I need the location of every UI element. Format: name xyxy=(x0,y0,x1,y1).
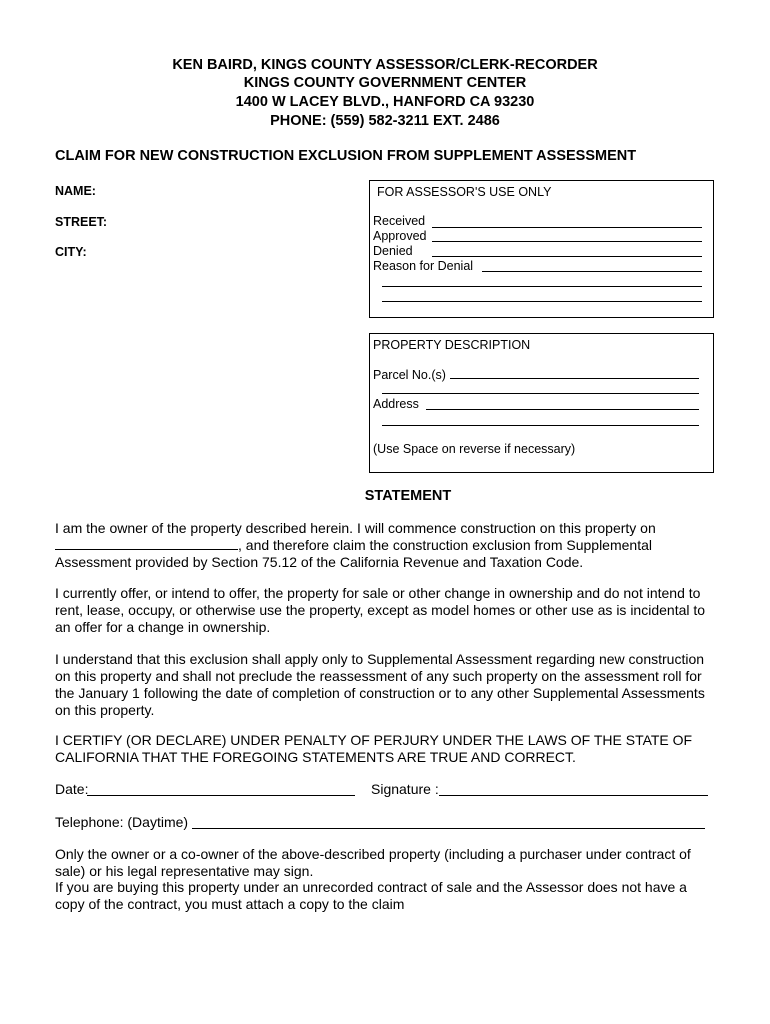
assessor-use-box xyxy=(369,180,714,318)
parcel-line-2[interactable] xyxy=(382,393,699,394)
property-box-heading: PROPERTY DESCRIPTION xyxy=(373,338,531,352)
statement-p1-line-c: Assessment provided by Section 75.12 of the California Revenue and Taxation Code. xyxy=(55,554,584,570)
street-label: STREET: xyxy=(55,215,108,229)
property-description-box xyxy=(369,333,714,473)
name-label: NAME: xyxy=(55,184,96,198)
statement-paragraph-3: I understand that this exclusion shall apply only to Supplemental Assessment regarding new construction on this property and shall not preclude the reassessment of any such property on the assessment roll for the January 1 following the date of completion of construction or to any other Supplemental Assessments on this property. xyxy=(55,651,705,718)
telephone-label: Telephone: (Daytime) xyxy=(55,814,189,830)
assessor-box-heading: FOR ASSESSOR'S USE ONLY xyxy=(377,185,552,199)
received-line[interactable] xyxy=(432,227,702,228)
construction-date-blank[interactable] xyxy=(55,537,238,550)
header-line-1: KEN BAIRD, KINGS COUNTY ASSESSOR/CLERK-RECORDER xyxy=(172,57,598,73)
parcel-label: Parcel No.(s) xyxy=(373,368,446,382)
header-line-4: PHONE: (559) 582-3211 EXT. 2486 xyxy=(270,113,500,129)
address-line-2[interactable] xyxy=(382,425,699,426)
approved-label: Approved xyxy=(373,229,427,243)
received-label: Received xyxy=(373,214,426,228)
signature-label: Signature : xyxy=(371,781,439,797)
date-label: Date: xyxy=(55,781,89,797)
header-line-3: 1400 W LACEY BLVD., HANFORD CA 93230 xyxy=(235,94,535,110)
approved-line[interactable] xyxy=(432,241,702,242)
statement-p1-line-b-wrap xyxy=(55,537,715,554)
statement-paragraph-2: I currently offer, or intend to offer, the property for sale or other change in ownership and do not intend to rent, lease, occupy, or otherwise use the property, except as model homes or other use as is incidental to an offer for a change in ownership. xyxy=(55,585,706,635)
reason-line[interactable] xyxy=(482,271,702,272)
reason-label: Reason for Denial xyxy=(373,259,474,273)
address-label: Address xyxy=(373,397,419,411)
footer-paragraph-1: Only the owner or a co-owner of the above-described property (including a purchaser under contract of sale) or his legal representative may sign. xyxy=(55,846,691,879)
reason-line-2[interactable] xyxy=(382,286,702,287)
address-line[interactable] xyxy=(426,409,699,410)
reason-line-3[interactable] xyxy=(382,301,702,302)
parcel-line[interactable] xyxy=(450,378,699,379)
statement-paragraph-1 xyxy=(55,520,715,571)
date-line[interactable] xyxy=(87,795,355,796)
city-label: CITY: xyxy=(55,245,87,259)
denied-line[interactable] xyxy=(432,256,702,257)
header-line-2: KINGS COUNTY GOVERNMENT CENTER xyxy=(243,75,527,91)
denied-label: Denied xyxy=(373,244,413,258)
statement-p1-line-a: I am the owner of the property described herein. I will commence construction on this property on xyxy=(55,520,656,536)
telephone-line[interactable] xyxy=(192,828,705,829)
reverse-note: (Use Space on reverse if necessary) xyxy=(373,442,576,456)
footer-paragraph-2: If you are buying this property under an unrecorded contract of sale and the Assessor does not have a copy of the contract, you must attach a copy to the claim xyxy=(55,879,687,912)
statement-heading: STATEMENT xyxy=(364,488,452,504)
statement-paragraph-4: I CERTIFY (OR DECLARE) UNDER PENALTY OF PERJURY UNDER THE LAWS OF THE STATE OF CALIFORNIA THAT THE FOREGOING STATEMENTS ARE TRUE AND CORRECT. xyxy=(55,732,693,765)
signature-line[interactable] xyxy=(439,795,708,796)
form-title: CLAIM FOR NEW CONSTRUCTION EXCLUSION FROM SUPPLEMENT ASSESSMENT xyxy=(55,148,637,164)
statement-p1-line-b: , and therefore claim the construction exclusion from Supplemental xyxy=(238,537,652,553)
